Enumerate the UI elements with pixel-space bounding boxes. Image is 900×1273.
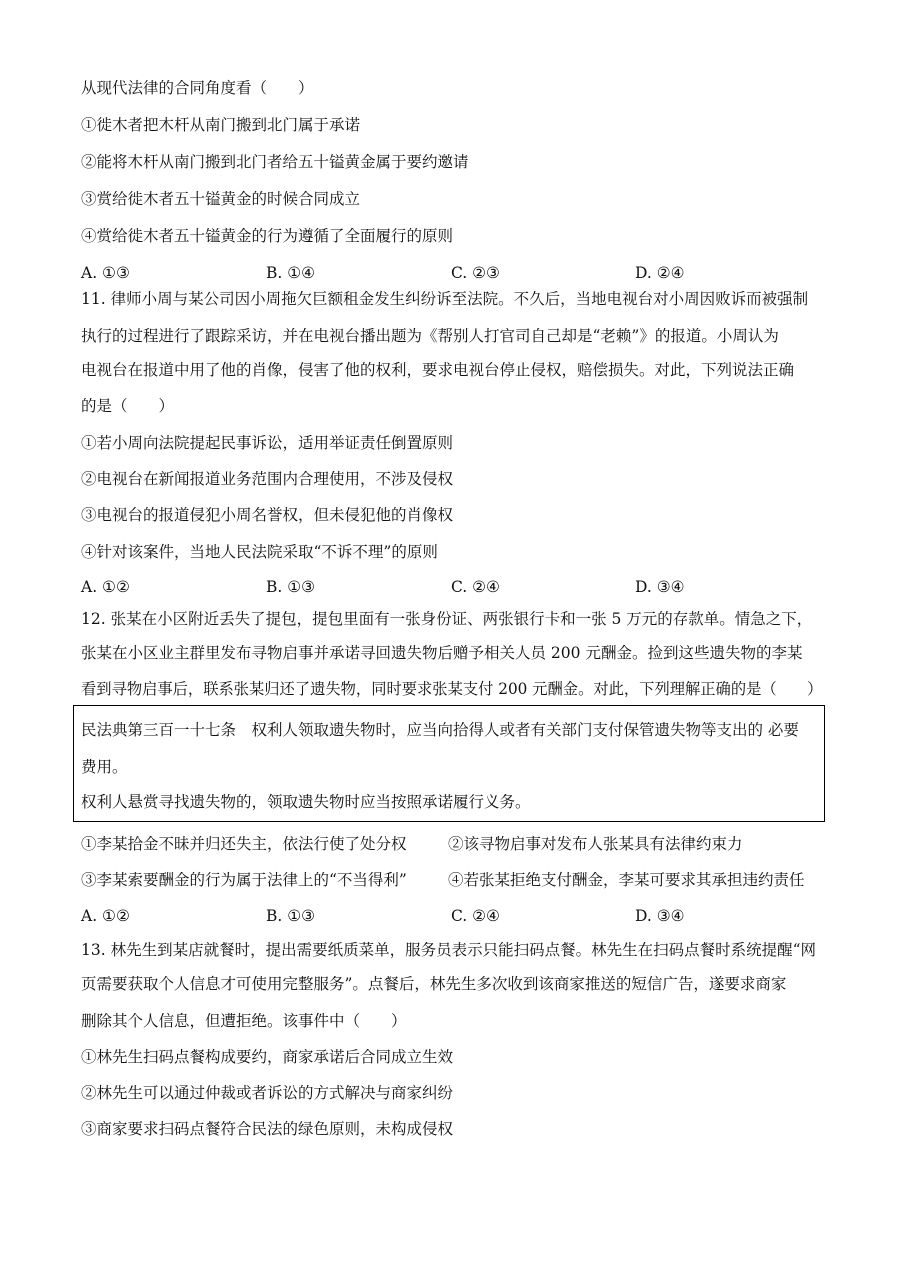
q10-option-d: D. ②④ (635, 264, 685, 282)
q10-stem-tail: 从现代法律的合同角度看（ ） (81, 79, 314, 97)
quote-box-line-3: 权利人悬赏寻找遗失物的，领取遗失物时应当按照承诺履行义务。 (81, 793, 531, 811)
q11-option-b: B. ①③ (266, 578, 316, 596)
q11-item-1: ①若小周向法院提起民事诉讼，适用举证责任倒置原则 (81, 434, 454, 452)
q11-item-2: ②电视台在新闻报道业务范围内合理使用，不涉及侵权 (81, 470, 454, 488)
q13-stem-line-2: 页需要获取个人信息才可使用完整服务”。点餐后，林先生多次收到该商家推送的短信广告，遂要求商家 (81, 975, 787, 993)
q11-item-4: ④针对该案件，当地人民法院采取“不诉不理”的原则 (81, 543, 438, 561)
quote-box-line-2: 费用。 (81, 758, 128, 776)
q12-item-4: ④若张某拒绝支付酬金，李某可要求其承担违约责任 (448, 871, 805, 889)
q10-option-c: C. ②③ (451, 264, 500, 282)
q13-stem-line-3: 删除其个人信息，但遭拒绝。该事件中（ ） (81, 1012, 407, 1030)
q13-item-3: ③商家要求扫码点餐符合民法的绿色原则，未构成侵权 (81, 1120, 454, 1138)
q12-stem-line-3: 看到寻物启事后，联系张某归还了遗失物，同时要求张某支付 200 元酬金。对此，下列理解正确的是（ ） (81, 680, 823, 698)
q13-item-2: ②林先生可以通过仲裁或者诉讼的方式解决与商家纠纷 (81, 1084, 454, 1102)
q12-option-b: B. ①③ (266, 907, 316, 925)
q13-stem-line-1: 13. 林先生到某店就餐时，提出需要纸质菜单，服务员表示只能扫码点餐。林先生在扫码点餐时系统提醒“网 (81, 941, 817, 959)
q10-item-4: ④赏给徙木者五十镒黄金的行为遵循了全面履行的原则 (81, 227, 454, 245)
quote-box-line-1: 民法典第三百一十七条 权利人领取遗失物时，应当向拾得人或者有关部门支付保管遗失物等支出的 必要 (81, 721, 799, 739)
q11-item-3: ③电视台的报道侵犯小周名誉权，但未侵犯他的肖像权 (81, 506, 454, 524)
q10-option-a: A. ①③ (81, 264, 130, 282)
q10-item-1: ①徙木者把木杆从南门搬到北门属于承诺 (81, 116, 361, 134)
q13-item-1: ①林先生扫码点餐构成要约，商家承诺后合同成立生效 (81, 1048, 454, 1066)
q11-option-d: D. ③④ (635, 578, 685, 596)
q10-item-2: ②能将木杆从南门搬到北门者给五十镒黄金属于要约邀请 (81, 153, 469, 171)
q12-item-3: ③李某索要酬金的行为属于法律上的“不当得利” (81, 871, 407, 889)
q12-stem-line-1: 12. 张某在小区附近丢失了提包，提包里面有一张身份证、两张银行卡和一张 5 万元的存款单。情急之下， (81, 610, 813, 628)
q12-option-c: C. ②④ (451, 907, 500, 925)
q10-option-b: B. ①④ (266, 264, 316, 282)
q12-option-d: D. ③④ (635, 907, 685, 925)
q11-stem-line-2: 执行的过程进行了跟踪采访，并在电视台播出题为《帮别人打官司自己却是“老赖”》的报道。小周认为 (81, 327, 779, 345)
q12-item-1: ①李某拾金不昧并归还失主，依法行使了处分权 (81, 835, 407, 853)
q10-item-3: ③赏给徙木者五十镒黄金的时候合同成立 (81, 190, 361, 208)
q11-option-a: A. ①② (81, 578, 130, 596)
q12-stem-line-2: 张某在小区业主群里发布寻物启事并承诺寻回遗失物后赠予相关人员 200 元酬金。捡到这些遗失物的李某 (81, 644, 803, 662)
q11-stem-line-1: 11. 律师小周与某公司因小周拖欠巨额租金发生纠纷诉至法院。不久后，当地电视台对小周因败诉而被强制 (81, 290, 809, 308)
q11-stem-line-3: 电视台在报道中用了他的肖像，侵害了他的权利，要求电视台停止侵权，赔偿损失。对此，下列说法正确 (81, 361, 795, 379)
q12-option-a: A. ①② (81, 907, 130, 925)
q11-stem-line-4: 的是（ ） (81, 397, 175, 415)
q12-item-2: ②该寻物启事对发布人张某具有法律约束力 (448, 835, 743, 853)
q11-option-c: C. ②④ (451, 578, 500, 596)
